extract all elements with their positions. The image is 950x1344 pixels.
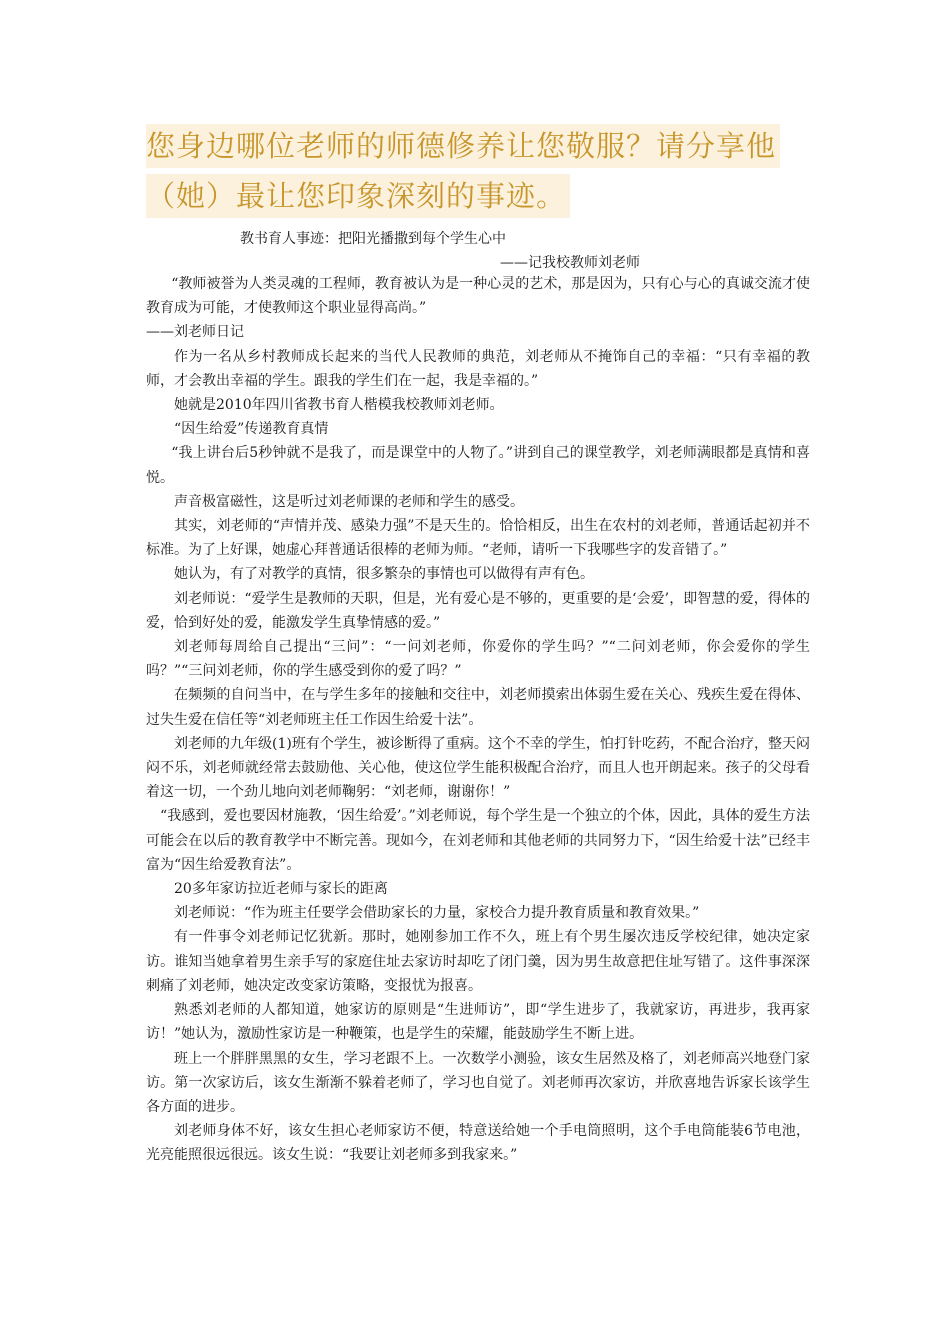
title-line-2: （她）最让您印象深刻的事迹。 (146, 174, 570, 218)
paragraph: 有一件事令刘老师记忆犹新。那时，她刚参加工作不久，班上有个男生屡次违反学校纪律，她决定家访。谁知当她拿着男生亲手写的家庭住址去家访时却吃了闭门羹，因为男生故意把住址写错了。这件事深深刺痛了刘老师，她决定改变家访策略，变报忧为报喜。 (146, 929, 810, 994)
paragraph: 熟悉刘老师的人都知道，她家访的原则是“生进师访”，即“学生进步了，我就家访，再进步，我再家访！”她认为，激励性家访是一种鞭策，也是学生的荣耀，能鼓励学生不断上进。 (146, 1002, 810, 1043)
article-body (146, 272, 810, 1168)
paragraph: 她就是2010年四川省教书育人楷模我校教师刘老师。 (174, 397, 504, 414)
paragraph: 班上一个胖胖黑黑的女生，学习老跟不上。一次数学小测验，该女生居然及格了，刘老师高兴地登门家访。第一次家访后，该女生渐渐不躲着老师了，学习也自觉了。刘老师再次家访，并欣喜地告诉家长该学生各方面的进步。 (146, 1050, 810, 1115)
paragraph: 声音极富磁性，这是听过刘老师课的老师和学生的感受。 (174, 493, 524, 510)
paragraph: 作为一名从乡村教师成长起来的当代人民教师的典范，刘老师从不掩饰自己的幸福：“只有幸福的教师，才会教出幸福的学生。跟我的学生们在一起，我是幸福的。” (146, 348, 810, 389)
paragraph: 刘老师说：“爱学生是教师的天职，但是，光有爱心是不够的，更重要的是‘会爱’，即智慧的爱，得体的爱，恰到好处的爱，能激发学生真挚情感的爱。” (146, 590, 810, 631)
paragraph: 刘老师的九年级(1)班有个学生，被诊断得了重病。这个不幸的学生，怕打针吃药，不配合治疗，整天闷闷不乐，刘老师就经常去鼓励他、关心他，使这位学生能积极配合治疗，而且人也开朗起来。孩子的父母看着这一切，一个劲儿地向刘老师鞠躬：“刘老师，谢谢你！” (146, 735, 810, 801)
paragraph: 其实，刘老师的“声情并茂、感染力强”不是天生的。恰恰相反，出生在农村的刘老师，普通话起初并不标准。为了上好课，她虚心拜普通话很棒的老师为师。“老师，请听一下我哪些字的发音错了。” (146, 518, 810, 559)
paragraph: “我上讲台后5秒钟就不是我了，而是课堂中的人物了。”讲到自己的课堂教学，刘老师满眼都是真情和喜悦。 (146, 445, 810, 486)
article-subtitle: 教书育人事迹：把阳光播撒到每个学生心中 (240, 231, 506, 247)
paragraph: 刘老师说：“作为班主任要学会借助家长的力量，家校合力提升教育质量和教育效果。” (174, 905, 700, 922)
paragraph-diary-attribution: ——刘老师日记 (146, 324, 244, 341)
paragraph: 刘老师每周给自己提出“三问”：“一问刘老师，你爱你的学生吗？”“二问刘老师，你会爱你的学生吗？”“三问刘老师，你的学生感受到你的爱了吗？” (146, 639, 810, 680)
paragraph: “我感到，爱也要因材施教，‘因生给爱’。”刘老师说，每个学生是一个独立的个体，因此，具体的爱生方法可能会在以后的教育教学中不断完善。现如今，在刘老师和其他老师的共同努力下，“因生给爱十法”已经丰富为“因生给爱教育法”。 (146, 808, 810, 873)
section-heading: “因生给爱”传递教育真情 (174, 421, 329, 438)
section-heading: 20多年家访拉近老师与家长的距离 (174, 881, 388, 898)
paragraph-diary-quote: “教师被誉为人类灵魂的工程师，教育被认为是一种心灵的艺术，那是因为，只有心与心的真诚交流才使教育成为可能，才使教师这个职业显得高尚。” (146, 276, 810, 317)
article-byline: ——记我校教师刘老师 (500, 255, 640, 271)
paragraph: 在频频的自问当中，在与学生多年的接触和交往中，刘老师摸索出体弱生爱在关心、残疾生爱在得体、过失生爱在信任等“刘老师班主任工作因生给爱十法”。 (146, 687, 810, 728)
paragraph: 刘老师身体不好，该女生担心老师家访不便，特意送给她一个手电筒照明，这个手电筒能装6节电池，光亮能照很远很远。该女生说：“我要让刘老师多到我家来。” (146, 1123, 810, 1164)
question-title (146, 124, 786, 224)
title-line-1: 您身边哪位老师的师德修养让您敬服？请分享他 (146, 124, 780, 168)
paragraph: 她认为，有了对教学的真情，很多繁杂的事情也可以做得有声有色。 (174, 566, 594, 583)
